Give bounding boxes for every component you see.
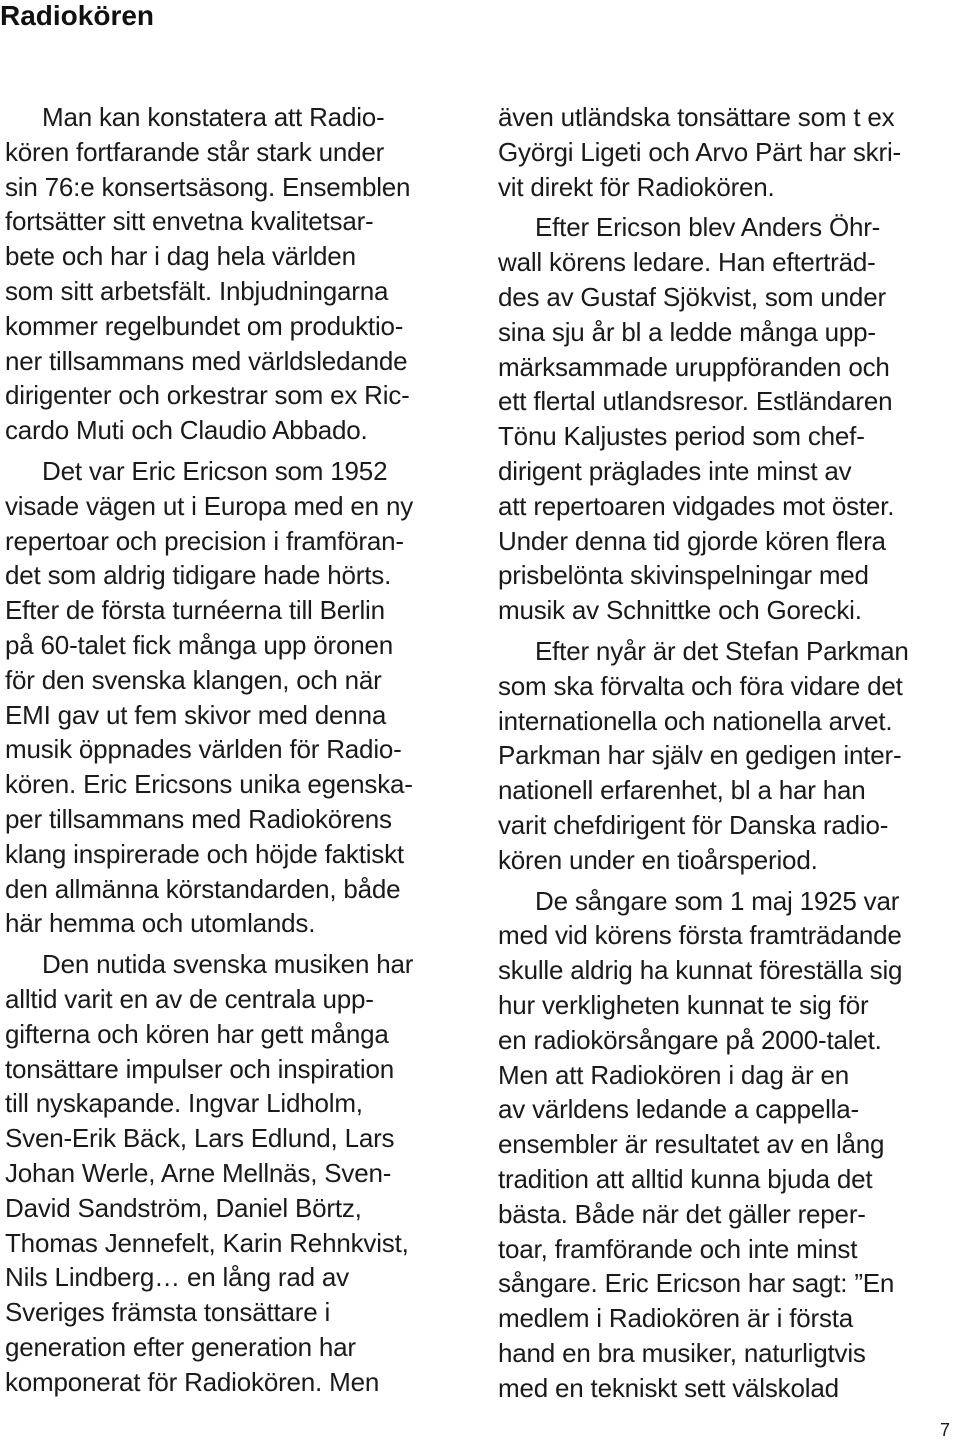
text-line: Thomas Jennefelt, Karin Rehnkvist,	[5, 1227, 409, 1258]
text-line: gifterna och kören har gett många	[5, 1018, 389, 1049]
text-line: med vid körens första framträdande	[498, 920, 902, 951]
text-line: cardo Muti och Claudio Abbado.	[5, 415, 368, 446]
text-line: den allmänna körstandarden, både	[5, 873, 401, 904]
text-line: repertoar och precision i framföran-	[5, 525, 404, 556]
text-line: märksammade uruppföranden och	[498, 351, 890, 382]
text-line: ensembler är resultatet av en lång	[498, 1129, 885, 1160]
text-line: Györgi Ligeti och Arvo Pärt har skri-	[498, 136, 901, 167]
text-line: av världens ledande a cappella-	[498, 1094, 859, 1125]
text-line: wall körens ledare. Han efterträd-	[498, 247, 876, 278]
text-line: kören under en tioårsperiod.	[498, 844, 818, 875]
text-line: toar, framförande och inte minst	[498, 1233, 858, 1264]
paragraph	[5, 100, 471, 448]
text-line: musik öppnades världen för Radio-	[5, 734, 402, 765]
text-line: kören. Eric Ericsons unika egenska-	[5, 769, 413, 800]
text-line: Man kan konstatera att Radio-	[42, 102, 385, 132]
text-line: sångare. Eric Ericson har sagt: ”En	[498, 1268, 895, 1299]
text-line: Den nutida svenska musiken har	[42, 949, 414, 980]
text-line: prisbelönta skivinspelningar med	[498, 560, 869, 591]
text-line: generation efter generation har	[5, 1331, 356, 1362]
text-line: ner tillsammans med världsledande	[5, 345, 408, 376]
text-line: visade vägen ut i Europa med en ny	[5, 490, 414, 521]
text-line: att repertoaren vidgades mot öster.	[498, 490, 895, 521]
text-line: Parkman har själv en gedigen inter-	[498, 740, 902, 771]
text-line: med en tekniskt sett välskolad	[498, 1372, 839, 1403]
text-line: bete och har i dag hela världen	[5, 241, 356, 272]
text-line: Det var Eric Ericson som 1952	[42, 455, 388, 486]
paragraph	[5, 454, 471, 941]
text-line: tonsättare impulser och inspiration	[5, 1053, 394, 1084]
text-line: Efter de första turnéerna till Berlin	[5, 595, 385, 626]
text-line: Tönu Kaljustes period som chef-	[498, 421, 865, 452]
text-line: Efter Ericson blev Anders Öhr-	[535, 212, 881, 243]
text-line: sin 76:e konsertsäsong. Ensemblen	[5, 171, 411, 202]
text-line: Efter nyår är det Stefan Parkman	[535, 635, 909, 666]
text-line: kommer regelbundet om produktio-	[5, 310, 404, 341]
text-line: Sven-Erik Bäck, Lars Edlund, Lars	[5, 1123, 395, 1154]
text-line: fortsätter sitt envetna kvalitetsar-	[5, 206, 374, 237]
text-line: bästa. Både när det gäller reper-	[498, 1198, 866, 1229]
text-line: ett flertal utlandsresor. Estländaren	[498, 386, 893, 417]
text-line: Johan Werle, Arne Mellnäs, Sven-	[5, 1157, 392, 1188]
paragraph	[5, 947, 471, 1399]
text-line: vit direkt för Radiokören.	[498, 171, 775, 202]
text-line: Under denna tid gjorde kören flera	[498, 525, 886, 556]
text-line: EMI gav ut fem skivor med denna	[5, 699, 387, 730]
text-line: hur verkligheten kunnat te sig för	[498, 989, 869, 1020]
text-line: des av Gustaf Sjökvist, som under	[498, 281, 886, 312]
text-line: även utländska tonsättare som t ex	[498, 102, 895, 132]
text-line: till nyskapande. Ingvar Lidholm,	[5, 1088, 363, 1119]
text-line: per tillsammans med Radiokörens	[5, 803, 392, 834]
paragraph	[498, 884, 960, 1406]
text-line: De sångare som 1 maj 1925 var	[535, 885, 900, 916]
text-line: Sveriges främsta tonsättare i	[5, 1297, 331, 1328]
text-line: för den svenska klangen, och när	[5, 664, 382, 695]
text-line: sina sju år bl a ledde många upp-	[498, 316, 876, 347]
text-line: nationell erfarenhet, bl a har han	[498, 775, 866, 806]
text-line: komponerat för Radiokören. Men	[5, 1366, 380, 1397]
text-line: Nils Lindberg… en lång rad av	[5, 1262, 349, 1293]
text-line: på 60-talet fick många upp öronen	[5, 629, 393, 660]
text-line: alltid varit en av de centrala upp-	[5, 983, 374, 1014]
text-line: David Sandström, Daniel Börtz,	[5, 1192, 362, 1223]
text-line: dirigent präglades inte minst av	[498, 455, 852, 486]
text-line: skulle aldrig ha kunnat föreställa sig	[498, 955, 903, 986]
text-line: internationella och nationella arvet.	[498, 705, 893, 736]
right-column	[498, 100, 960, 1405]
text-line: kören fortfarande står stark under	[5, 136, 385, 167]
text-line: det som aldrig tidigare hade hörts.	[5, 560, 392, 591]
text-line: varit chefdirigent för Danska radio-	[498, 809, 889, 840]
text-line: musik av Schnittke och Gorecki.	[498, 595, 862, 626]
text-line: tradition att alltid kunna bjuda det	[498, 1163, 873, 1194]
page-number: 7	[939, 1420, 950, 1440]
paragraph	[498, 100, 960, 204]
text-line: hand en bra musiker, naturligtvis	[498, 1337, 866, 1368]
text-line: som sitt arbetsfält. Inbjudningarna	[5, 275, 389, 306]
text-line: medlem i Radiokören är i första	[498, 1303, 854, 1334]
text-line: här hemma och utomlands.	[5, 908, 316, 939]
text-line: en radiokörsångare på 2000-talet.	[498, 1024, 882, 1055]
text-line: dirigenter och orkestrar som ex Ric-	[5, 380, 410, 411]
page-title: Radiokören	[0, 0, 155, 31]
text-line: som ska förvalta och föra vidare det	[498, 670, 903, 701]
paragraph	[498, 210, 960, 628]
text-line: Men att Radiokören i dag är en	[498, 1059, 849, 1090]
paragraph	[498, 634, 960, 878]
left-column	[5, 100, 471, 1399]
text-line: klang inspirerade och höjde faktiskt	[5, 838, 404, 869]
